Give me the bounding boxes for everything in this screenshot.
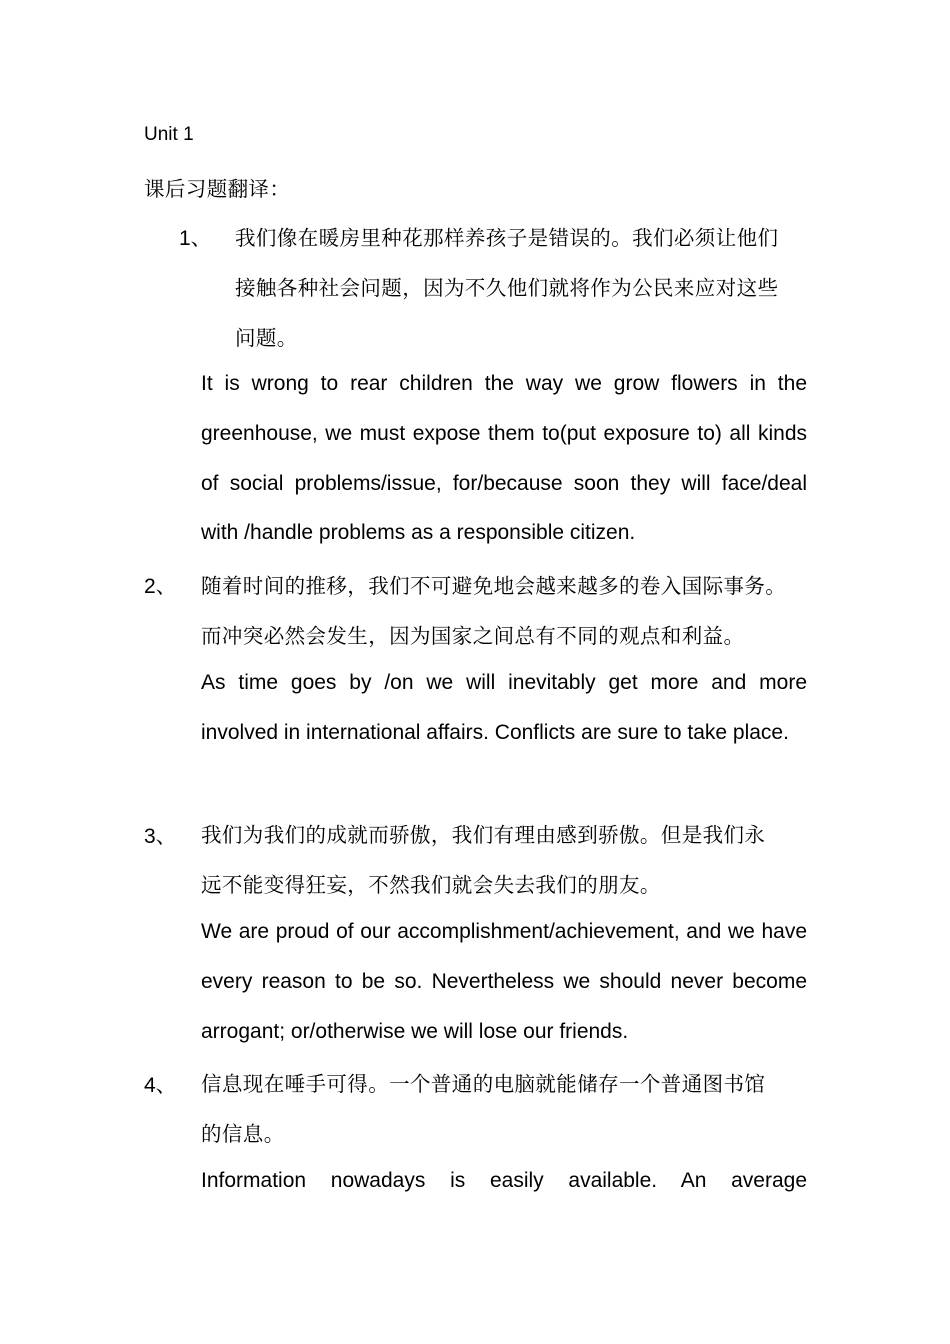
zh-line: 我们像在暖房里种花那样养孩子是错误的。我们必须让他们 <box>235 226 779 250</box>
zh-line: 随着时间的推移，我们不可避免地会越来越多的卷入国际事务。 <box>201 574 787 598</box>
zh-line: 远不能变得狂妄，不然我们就会失去我们的朋友。 <box>201 873 661 897</box>
zh-line: 的信息。 <box>201 1122 285 1146</box>
zh-line: 接触各种社会问题，因为不久他们就将作为公民来应对这些 <box>235 276 779 300</box>
item-number: 4、 <box>144 1074 177 1097</box>
en-translation: We are proud of our accomplishment/achievement, and we have every reason to be so. Nevertheless we should never become arrogant; or/otherwise we will lose our friends. <box>201 920 807 1043</box>
zh-line: 信息现在唾手可得。一个普通的电脑就能储存一个普通图书馆 <box>201 1072 766 1096</box>
en-translation: Information nowadays is easily available. An average <box>201 1169 807 1192</box>
item-number: 3、 <box>144 825 177 848</box>
zh-line: 问题。 <box>235 326 298 350</box>
item-number: 1、 <box>179 227 212 250</box>
section-heading: 课后习题翻译： <box>144 177 291 201</box>
en-translation: It is wrong to rear children the way we grow flowers in the greenhouse, we must expose them to(put exposure to) all kinds of social problems/issue, for/because soon they will face/deal with /handle problems as a responsible citizen. <box>201 372 807 545</box>
unit-title: Unit 1 <box>144 124 194 145</box>
en-translation: As time goes by /on we will inevitably get more and more involved in international affairs. Conflicts are sure to take place. <box>201 671 807 744</box>
zh-line: 我们为我们的成就而骄傲，我们有理由感到骄傲。但是我们永 <box>201 823 766 847</box>
item-number: 2、 <box>144 575 177 598</box>
zh-line: 而冲突必然会发生，因为国家之间总有不同的观点和利益。 <box>201 624 745 648</box>
